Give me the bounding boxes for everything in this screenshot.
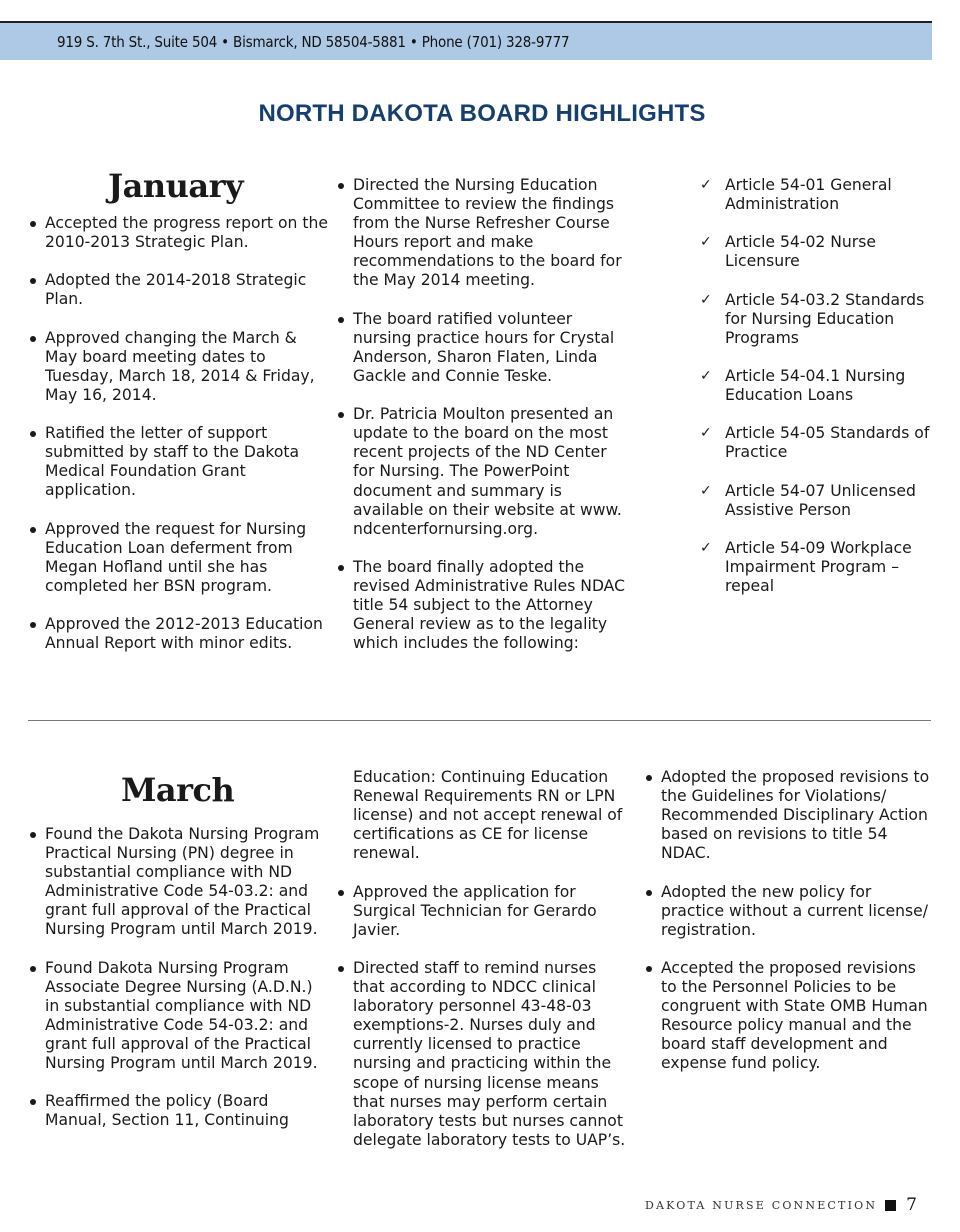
rules-checklist xyxy=(700,176,936,596)
march-column-2 xyxy=(336,768,630,1169)
checklist-item xyxy=(700,367,936,405)
check-icon: ✓ xyxy=(700,177,712,193)
march-column-1 xyxy=(28,825,328,1150)
checklist-item xyxy=(700,539,936,596)
checklist-item-text: Article 54-07 Unlicensed Assistive Person xyxy=(725,481,916,519)
checklist-item xyxy=(700,233,936,271)
publication-name: DAKOTA NURSE CONNECTION xyxy=(644,1198,878,1212)
january-col1-list xyxy=(28,214,328,653)
march-col3-list xyxy=(644,768,934,1074)
list-item: Directed staff to remind nurses that according to NDCC clinical laboratory personnel 43-48-03 exemptions-2. Nurses duly and currently licensed to practice nursing and practicing within the scope of nursing license means that nurses may perform certain laboratory tests but nurses cannot delegate laboratory tests to UAP’s. xyxy=(336,959,630,1150)
january-heading: January xyxy=(108,167,244,205)
page-footer xyxy=(645,1196,917,1214)
list-item: Accepted the proposed revisions to the Personnel Policies to be congruent with State OMB Human Resource policy manual and the board staff development and expense fund policy. xyxy=(644,959,934,1074)
march-col1-list xyxy=(28,825,328,1131)
march-column-3 xyxy=(644,768,934,1093)
check-icon: ✓ xyxy=(700,234,712,251)
list-item: Ratified the letter of support submitted by staff to the Dakota Medical Foundation Grant application. xyxy=(28,424,328,500)
check-icon: ✓ xyxy=(700,367,712,384)
list-item: The board finally adopted the revised Administrative Rules NDAC title 54 subject to the Attorney General review as to the legality which includes the following: xyxy=(336,558,630,653)
square-icon xyxy=(885,1200,896,1211)
list-item: Approved changing the March & May board meeting dates to Tuesday, March 18, 2014 & Friday, May 16, 2014. xyxy=(28,329,328,405)
list-item: Adopted the proposed revisions to the Guidelines for Violations/ Recommended Disciplinary Action based on revisions to title 54 NDAC. xyxy=(644,768,934,863)
list-item: Approved the 2012-2013 Education Annual Report with minor edits. xyxy=(28,615,328,653)
january-column-3 xyxy=(700,176,936,615)
list-item: Approved the request for Nursing Education Loan deferment from Megan Hofland until she has completed her BSN program. xyxy=(28,520,328,596)
list-item: Found Dakota Nursing Program Associate Degree Nursing (A.D.N.) in substantial compliance with ND Administrative Code 54-03.2: and grant full approval of the Practical Nursing Program until March 2019. xyxy=(28,959,328,1074)
check-icon: ✓ xyxy=(700,291,712,308)
checklist-item xyxy=(700,176,936,214)
checklist-item-text: Article 54-01 General Administration xyxy=(725,176,892,214)
list-item: Adopted the 2014-2018 Strategic Plan. xyxy=(28,271,328,309)
january-column-2 xyxy=(336,176,630,672)
march-col2-list xyxy=(336,883,630,1150)
checklist-item-text: Article 54-04.1 Nursing Education Loans xyxy=(725,366,906,405)
check-icon: ✓ xyxy=(700,539,712,556)
list-item: Reaffirmed the policy (Board Manual, Section 11, Continuing xyxy=(28,1092,328,1130)
check-icon: ✓ xyxy=(700,482,712,499)
list-item: Adopted the new policy for practice without a current license/ registration. xyxy=(644,883,934,940)
checklist-item-text: Article 54-05 Standards of Practice xyxy=(725,424,930,462)
address-bar xyxy=(0,23,932,60)
continued-paragraph: Education: Continuing Education Renewal Requirements RN or LPN license) and not accept renewal of certifications as CE for license renewal. xyxy=(353,768,623,863)
page-number: 7 xyxy=(906,1195,917,1215)
list-item: The board ratified volunteer nursing practice hours for Crystal Anderson, Sharon Flaten, Linda Gackle and Connie Teske. xyxy=(336,310,630,386)
january-column-1 xyxy=(28,214,328,672)
january-col2-list xyxy=(336,176,630,653)
list-item: Approved the application for Surgical Technician for Gerardo Javier. xyxy=(336,883,630,940)
checklist-item-text: Article 54-09 Workplace Impairment Program – repeal xyxy=(725,538,912,595)
checklist-item xyxy=(700,424,936,462)
section-divider xyxy=(28,720,931,721)
list-item: Directed the Nursing Education Committee to review the findings from the Nurse Refresher Course Hours report and make recommendations to the board for the May 2014 meeting. xyxy=(336,176,630,291)
checklist-item-text: Article 54-03.2 Standards for Nursing Education Programs xyxy=(725,290,925,347)
check-icon: ✓ xyxy=(700,425,712,442)
list-item: Dr. Patricia Moulton presented an update to the board on the most recent projects of the ND Center for Nursing. The PowerPoint document and summary is available on their website at www. ndcenterfornursing.org. xyxy=(336,405,630,539)
checklist-item xyxy=(700,482,936,520)
address-text: 919 S. 7th St., Suite 504 • Bismarck, ND 58504-5881 • Phone (701) 328-9777 xyxy=(57,33,570,51)
checklist-item-text: Article 54-02 Nurse Licensure xyxy=(725,233,876,271)
list-item: Accepted the progress report on the 2010-2013 Strategic Plan. xyxy=(28,214,328,252)
list-item: Found the Dakota Nursing Program Practical Nursing (PN) degree in substantial compliance with ND Administrative Code 54-03.2: and grant full approval of the Practical Nursing Program until March 2019. xyxy=(28,825,328,940)
page-title: NORTH DAKOTA BOARD HIGHLIGHTS xyxy=(258,100,706,127)
checklist-item xyxy=(700,291,936,348)
march-heading: March xyxy=(121,771,235,809)
